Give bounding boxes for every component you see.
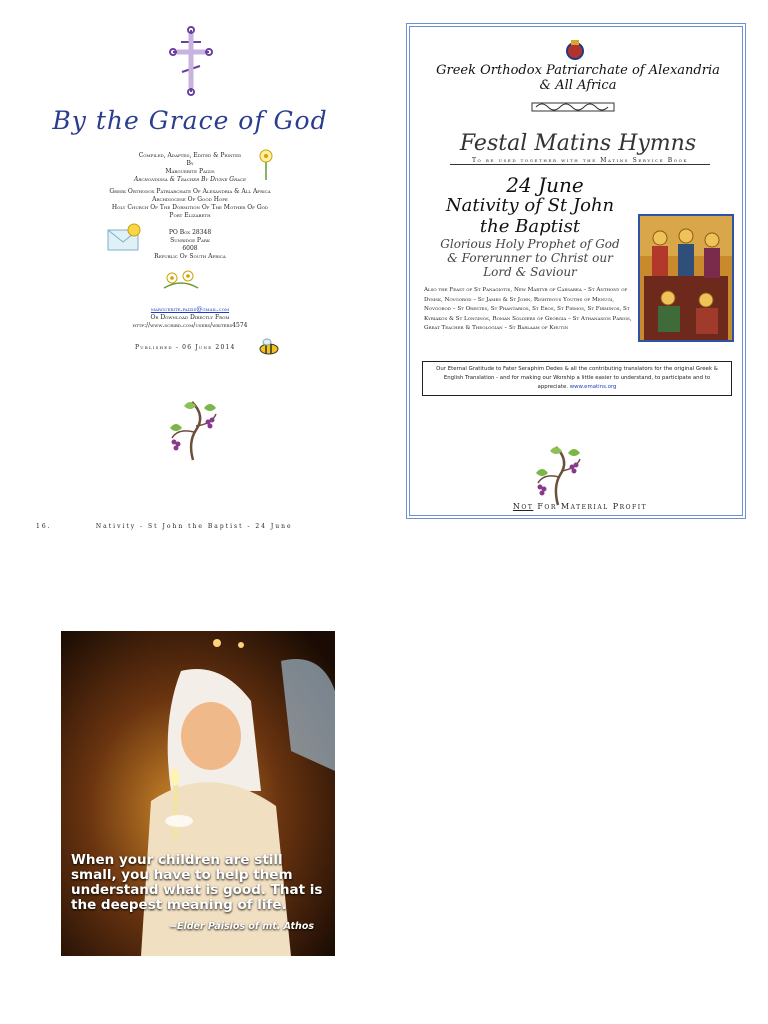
author-name: Marguerite Paizis [165, 168, 215, 175]
right-page [406, 23, 746, 519]
author-role: Archondissa & Teacher By Divine Grace [134, 176, 246, 183]
vine-icon [158, 392, 228, 462]
credits-by: By [186, 160, 194, 167]
bee-icon [256, 338, 282, 356]
feast-name [420, 195, 640, 237]
feast-date: 24 June [506, 173, 584, 197]
vine-icon [528, 437, 588, 507]
address-line: Sunridge Park [170, 237, 210, 244]
published-date: Published - 06 June 2014 [135, 344, 236, 351]
flowers-icon [160, 266, 202, 294]
flower-icon [256, 148, 276, 180]
org-line: Port Elizabeth [169, 212, 211, 219]
ornament-divider-icon [530, 99, 616, 115]
orthodox-cross-icon [163, 26, 219, 96]
gratitude-text: Our Eternal Gratitude to Fater Seraphim Dedes & all the contributing translators for the original Greek & English Translation - and for making our Worship a little easier to understand, to participate and to appreciate. [436, 366, 718, 390]
not-for-rest: For Material Profit [533, 502, 648, 511]
nativity-icon-image [638, 214, 734, 342]
crest-icon [564, 39, 586, 61]
left-footer [36, 523, 326, 530]
page-number: 16. [36, 523, 52, 530]
address-block [140, 229, 240, 261]
ematins-link[interactable]: www.ematins.org [569, 384, 617, 390]
quote-text: When your children are still small, you have to help them understand what is good. That is the deepest meaning of life. [71, 852, 323, 913]
download-url[interactable]: http://www.scribd.com/users/writers4574 [132, 322, 248, 329]
address-line: PO Box 28348 [168, 229, 212, 236]
not-word: Not [512, 502, 534, 511]
icon-painting [640, 216, 732, 340]
usage-note: To be used together with the Matins Service Book [450, 157, 710, 165]
feast-name-line: the Baptist [479, 216, 581, 237]
patriarchate-line: Greek Orthodox Patriarchate of Alexandria [436, 63, 720, 78]
address-line: 6008 [182, 245, 198, 252]
subtitle-line: Lord & Saviour [483, 265, 577, 279]
feast-name-line: Nativity of St John [445, 195, 615, 216]
subtitle-line: Glorious Holy Prophet of God [440, 237, 620, 251]
org-line: Archdiocese Of Good Hope [152, 196, 228, 203]
email-link[interactable]: marguerite.paizis@gmail.com [150, 306, 230, 313]
running-footer: Nativity - St John the Baptist - 24 June [95, 523, 293, 530]
feast-commemorations: Also the Feast of St Panagiotis, New Martyr of Caesarea – St Anthony of Dymsk, Novgorod – St James & St John, Righteous Youths of Menugi, Novgorod – St Orestes, St Phantarios, St Eros, St Firmos, St Firminos, St Kyriakos & St Longinos, Roman Soldiers of Georgia – St Athanasios Parios, Great Teacher & Theologian – St Barlaam of Khutin [424, 287, 632, 331]
patriarchate-title [420, 63, 736, 93]
org-line: Holy Church Of The Dormition Of The Mother Of God [111, 204, 269, 211]
gratitude-box [422, 361, 732, 396]
book-title: By the Grace of God [52, 106, 328, 135]
organisation-block [100, 188, 280, 220]
credits-line: Compiled, Adapted, Edited & Printed [138, 152, 242, 159]
address-line: Republic Of South Africa [154, 253, 226, 260]
photo-quote-card [61, 631, 335, 956]
credits [110, 152, 270, 184]
subtitle-line: & Forerunner to Christ our [447, 251, 613, 265]
quote-attribution: ~Elder Paisios of mt. Athos [169, 921, 315, 932]
contact-block [110, 306, 270, 330]
feast-subtitle [416, 237, 644, 279]
left-page [0, 0, 384, 520]
festal-title: Festal Matins Hymns [459, 131, 697, 156]
download-label: Or Download Directly From [150, 314, 230, 321]
patriarchate-line: & All Africa [539, 78, 617, 93]
not-for-profit-note [480, 502, 680, 511]
org-line: Greek Orthodox Patriarchate Of Alexandria & All Africa [109, 188, 271, 195]
